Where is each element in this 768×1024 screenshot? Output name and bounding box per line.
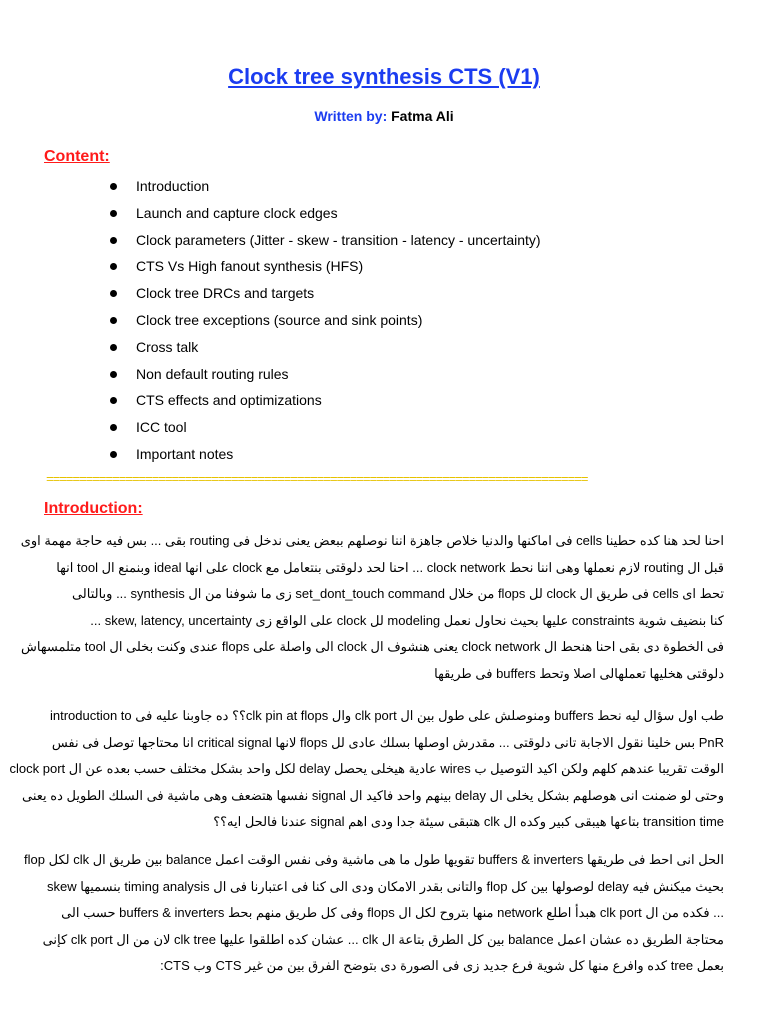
paragraph-line: احنا لحد هنا كده حطينا cells فى اماكنها والدنيا خلاص جاهزة اننا نوصلهم ببعض يعنى ندخل فى routing بقى ... بس فيه حاجة مهمة اوى bbox=[20, 533, 724, 548]
intro-paragraph bbox=[20, 528, 724, 687]
toc-item-label: Clock parameters (Jitter - skew - transition - latency - uncertainty) bbox=[136, 231, 541, 248]
toc-item bbox=[110, 176, 541, 203]
paragraph-line: وحتى لو ضمنت انى هوصلهم بشكل يخلى ال delay بينهم واحد فاكيد ال signal نفسها هتضعف وهى ماشية فى السلك الطويل ده يعنى bbox=[22, 787, 724, 803]
toc-item bbox=[110, 283, 541, 310]
paragraph-line: بحيث ميكنش فيه delay لوصولها بين كل flop والتانى بقدر الامكان ودى الى كنا فى اعتبارنا فى ال timing analysis بنسميها skew bbox=[47, 878, 724, 894]
toc-item bbox=[110, 203, 541, 230]
paragraph-line: الوقت تقريبا عندهم كلهم ولكن اكيد التوصيل ب wires عادية هيخلى يحصل delay لكل واحد بشكل مختلف حسب بعده عن ال clock port bbox=[9, 761, 724, 776]
toc-item-label: Introduction bbox=[136, 178, 210, 194]
content-heading: Content: bbox=[44, 148, 110, 165]
author-line bbox=[0, 108, 768, 124]
paragraph-line: طب اول سؤال ليه نحط buffers ومنوصلش على طول بين ال clk port وال clk pin at flops؟؟ ده جاوبنا عليه فى introduction to bbox=[49, 708, 724, 723]
bullet-icon bbox=[110, 371, 117, 378]
paragraph-line: فى الخطوة دى بقى احنا هنحط ال clock network يعنى هنشوف ال clock الى واصلة على flops عندى وكنت بخلى ال tool متلمسهاش bbox=[21, 639, 724, 654]
paragraph-line: قبل ال routing لازم نعملها وهى اننا نحط clock network ... احنا لحد دلوقتى بنتعامل مع clock على انها ideal وبنمنع ال tool انها bbox=[56, 559, 724, 575]
paragraph-line: محتاجة الطريق ده عشان اعمل balance بين كل الطرق بتاعة ال clk ... عشان كده اطلقوا عليها clk tree لان من ال clk port كإنى bbox=[42, 931, 724, 947]
section-divider: ================================================================================== bbox=[46, 472, 588, 487]
toc-item bbox=[110, 256, 541, 283]
toc-item-label: CTS effects and optimizations bbox=[136, 392, 322, 409]
paragraph-line: كنا بنضيف شوية constraints عليها بحيث نحاول نعمل modeling لل clock على الواقع زى skew, latency, uncertainty ... bbox=[90, 612, 724, 628]
author-label: Written by: bbox=[314, 108, 388, 124]
toc-item bbox=[110, 310, 541, 337]
introduction-heading: Introduction: bbox=[44, 500, 143, 517]
toc-item bbox=[110, 417, 541, 444]
toc-item-label: Cross talk bbox=[136, 338, 199, 355]
bullet-icon bbox=[110, 451, 117, 458]
toc-item-label: Non default routing rules bbox=[136, 365, 289, 382]
bullet-icon bbox=[110, 237, 117, 244]
intro-paragraph bbox=[24, 847, 724, 980]
paragraph-line: دلوقتى هخليها تعملهالى اصلا وتحط buffers فى طريقها bbox=[434, 665, 724, 681]
toc-item bbox=[110, 390, 541, 417]
bullet-icon bbox=[110, 397, 117, 404]
toc-item bbox=[110, 444, 541, 471]
paragraph-line: PnR بس خلينا نقول الاجابة تانى دلوقتى ... مقدرش اوصلها بسلك عادى لل flops لانها critical signal انا محتاجها توصل فى نفس bbox=[51, 734, 724, 750]
paragraph-line: ... فكده من ال clk port هبدأ اطلع network منها بتروح لكل ال flops وفى كل طريق منهم بحط buffers & inverters حسب الى bbox=[61, 905, 724, 920]
toc-item-label: CTS Vs High fanout synthesis (HFS) bbox=[136, 258, 364, 275]
bullet-icon bbox=[110, 344, 117, 351]
bullet-icon bbox=[110, 183, 117, 190]
table-of-contents bbox=[110, 176, 541, 471]
bullet-icon bbox=[110, 263, 117, 270]
paragraph-line: transition time بتاعها هيبقى كبير وكده ال clk هتبقى سيئة جدا ودى اهم signal عندنا فالحل ايه؟؟ bbox=[213, 814, 724, 829]
paragraph-line: تحط اى cells فى طريق ال clock لل flops من خلال set_dont_touch command زى ما شوفنا من ال synthesis ... وبالتالى bbox=[71, 586, 724, 601]
toc-item bbox=[110, 230, 541, 257]
paragraph-line: بعمل tree كده وافرع منها كل شوية فرع جديد زى فى الصورة دى بتوضح الفرق بين من غير CTS وب CTS: bbox=[160, 958, 724, 973]
bullet-icon bbox=[110, 290, 117, 297]
toc-item bbox=[110, 364, 541, 391]
toc-item-label: Clock tree exceptions (source and sink points) bbox=[136, 311, 423, 328]
intro-paragraph bbox=[9, 703, 724, 836]
paragraph-line: الحل انى احط فى طريقها buffers & inverters تقويها طول ما هى ماشية وفى نفس الوقت اعمل balance بين طريق ال clk لكل flop bbox=[24, 852, 724, 867]
toc-item-label: Important notes bbox=[136, 445, 234, 462]
document-title: Clock tree synthesis CTS (V1) bbox=[228, 64, 540, 89]
author-name: Fatma Ali bbox=[391, 108, 454, 124]
bullet-icon bbox=[110, 317, 117, 324]
toc-item-label: ICC tool bbox=[136, 419, 187, 436]
toc-item-label: Clock tree DRCs and targets bbox=[136, 285, 315, 302]
toc-item-label: Launch and capture clock edges bbox=[136, 204, 338, 221]
bullet-icon bbox=[110, 424, 117, 431]
bullet-icon bbox=[110, 210, 117, 217]
toc-item bbox=[110, 337, 541, 364]
